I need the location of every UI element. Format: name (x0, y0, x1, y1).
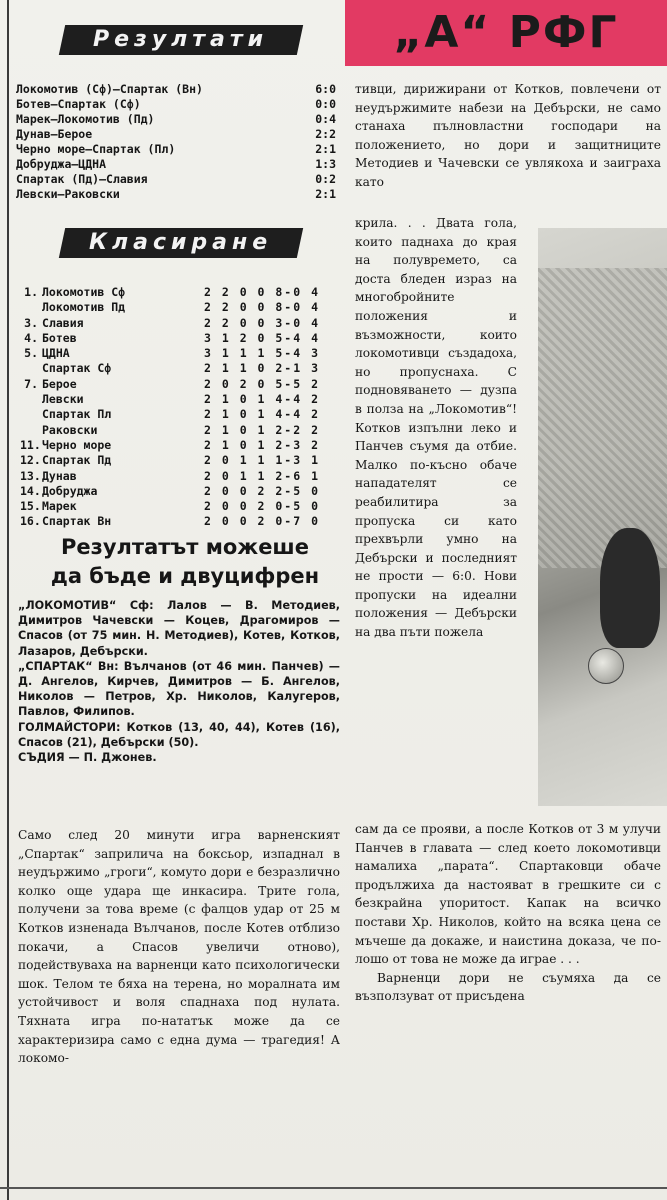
standings-stats: 2 0 1 1 1-3 1 (204, 453, 321, 468)
standings-position: 1. (24, 285, 38, 299)
standings-row (20, 484, 340, 499)
standings-team: Спартак Пд (42, 453, 112, 468)
result-row (16, 142, 336, 157)
standings-row (20, 407, 340, 422)
article-body-right-top (355, 80, 661, 192)
standings-stats: 2 1 0 1 4-4 2 (204, 392, 321, 407)
standings-row (20, 514, 340, 529)
standings-team: Раковски (42, 422, 98, 437)
standings-stats: 2 0 1 1 2-6 1 (204, 468, 321, 483)
league-banner: „А“ РФГ (345, 0, 667, 66)
article-headline (30, 533, 340, 591)
result-match: Добруджа—ЦДНА (16, 157, 107, 171)
result-match: Дунав—Берое (16, 127, 93, 141)
standings-stats: 3 1 1 1 5-4 3 (204, 346, 321, 361)
standings-row (20, 438, 340, 453)
standings-stats: 2 0 0 2 0-5 0 (204, 499, 321, 514)
body-right-text-2: крила. . . Двата гола, които паднаха до края на полувремето, са доста бледен израз на многобройните положения и възможности, които локомотивци създадоха, но пропуснаха. С подновяването — дузпа в полза на „Локомотив“! Котков изпълни леко и Панчев съумя да отбие. Малко по-късно обаче нападателят се реабилитира за пропуска си като прехвърли умно на Дебърски и последният не прости — 6:0. Нови пропуски на идеални положения — Дебърски на два пъти пожела (355, 216, 517, 640)
standings-team: Славия (42, 315, 84, 330)
standings-team: Локомотив Сф (42, 285, 126, 299)
standings-team: Спартак Вн (42, 514, 112, 529)
standings-stats: 2 1 0 1 4-4 2 (204, 407, 321, 422)
lineups-block (18, 598, 340, 765)
standings-stats: 2 2 0 0 3-0 4 (204, 315, 321, 330)
standings-position: 13. (20, 468, 41, 483)
standings-position: 7. (24, 376, 38, 391)
result-row (16, 172, 336, 187)
result-row (16, 187, 336, 202)
standings-stats: 3 1 2 0 5-4 4 (204, 330, 321, 345)
standings-stats: 2 2 0 0 8-0 4 (204, 300, 321, 315)
results-banner (59, 25, 303, 55)
standings-row (20, 331, 340, 346)
standings-row (20, 377, 340, 392)
standings-position: 5. (24, 346, 38, 361)
standings-row (20, 361, 340, 376)
result-score: 6:0 (315, 82, 336, 96)
result-row (16, 82, 336, 97)
article-body-right-narrow (355, 214, 517, 642)
scorers: ГОЛМАЙСТОРИ: Котков (13, 40, 44), Котев (16), Спасов (21), Дебърски (50). (18, 720, 340, 749)
standings-position: 3. (24, 315, 38, 330)
left-border-rule (7, 0, 9, 1200)
result-score: 1:3 (315, 157, 336, 171)
result-match: Локомотив (Сф)—Спартак (Вн) (16, 82, 203, 96)
standings-team: Левски (42, 392, 84, 407)
body-right-text-1: тивци, дирижирани от Котков, повлечени от неудържимите набези на Дебърски, не само станаха пълновластни господари на положението, но дори и защитниците Методиев и Чачевски се увлякоха и заиграха като (355, 82, 661, 189)
standings-row (20, 392, 340, 407)
standings-position: 4. (24, 330, 38, 345)
standings-stats: 2 2 0 0 8-0 4 (204, 285, 321, 299)
photo-crowd (538, 268, 667, 568)
headline-line-1: Резултатът можеше (61, 535, 309, 559)
match-photo (538, 228, 667, 806)
standings-position (20, 392, 38, 407)
results-banner-label: Резултати (93, 27, 269, 52)
standings-team: Добруджа (42, 483, 98, 498)
lineup-away: „СПАРТАК“ Вн: Вълчанов (от 46 мин. Панчев) — Д. Ангелов, Кирчев, Димитров — Б. Ангелов, Николов — Петров, Хр. Николов, Калугеров, Павлов, Филипов. (18, 659, 340, 719)
standings-position: 12. (20, 453, 41, 468)
standings-team: Спартак Сф (42, 361, 112, 376)
standings-position: 15. (20, 499, 41, 514)
result-score: 2:2 (315, 127, 336, 141)
result-match: Черно море—Спартак (Пл) (16, 142, 176, 156)
result-score: 2:1 (315, 142, 336, 156)
result-match: Спартак (Пд)—Славия (16, 172, 148, 186)
bottom-rule (0, 1187, 667, 1189)
result-score: 0:4 (315, 112, 336, 126)
body-right-text-3: сам да се прояви, а после Котков от 3 м улучи Панчев в главата — след което локомотивци намалиха „парата“. Спартаковци обаче продължиха да настояват в грешките си с безкрайна упоритост. Капак на всичко постави Хр. Николов, който на всяка цена се мъчеше да докаже, и наистина доказа, че по-лошо от това не може да играе . . . (355, 822, 661, 967)
result-match: Ботев—Спартак (Сф) (16, 97, 141, 111)
standings-team: Дунав (42, 468, 77, 483)
referee: СЪДИЯ — П. Джонев. (18, 751, 157, 765)
result-score: 0:0 (315, 97, 336, 111)
result-match: Марек—Локомотив (Пд) (16, 112, 155, 126)
standings-row (20, 453, 340, 468)
standings-position (20, 407, 38, 422)
standings-banner (59, 228, 303, 258)
standings-team: Черно море (42, 437, 112, 452)
standings-row (20, 285, 340, 300)
photo-ball (588, 648, 624, 684)
standings-position: 11. (20, 437, 41, 452)
photo-player (600, 528, 660, 648)
standings-position (20, 423, 38, 438)
standings-team: Спартак Пл (42, 407, 112, 422)
standings-team: Марек (42, 499, 77, 514)
standings-row (20, 316, 340, 331)
headline-line-2: да бъде и двуцифрен (50, 564, 320, 588)
standings-team: Берое (42, 376, 77, 391)
standings-row (20, 499, 340, 514)
standings-stats: 2 0 0 2 0-7 0 (204, 514, 321, 529)
standings-table (20, 285, 340, 530)
body-left-text: Само след 20 минути игра варненският „Спартак“ заприлича на боксьор, изпаднал в неудържимо „гроги“, комуто дори е безразлично колко още удара ще инкасира. Трите гола, получени за това време (с фалцов удар от 25 м Котков изненада Вълчанов, после Котев отблизо покачи, а Спасов увеличи отново), подействуваха на варненци като психологически шок. Телом те бяха на терена, но моралната им устойчивост и воля спаднаха под нулата. Тяхната игра по-нататък може да се характеризира само с една дума — трагедия! А локомо- (18, 828, 340, 1066)
results-list (16, 82, 336, 202)
standings-position: 16. (20, 514, 41, 529)
standings-row (20, 469, 340, 484)
result-score: 0:2 (315, 172, 336, 186)
standings-stats: 2 1 1 0 2-1 3 (204, 361, 321, 376)
standings-stats: 2 1 0 1 2-3 2 (204, 437, 321, 452)
standings-row (20, 423, 340, 438)
body-right-text-4: Варненци дори не съумяха да се възползуват от присъдена (355, 970, 661, 1004)
standings-team: Ботев (42, 330, 77, 345)
article-body-right-bottom (355, 820, 661, 1006)
standings-row (20, 300, 340, 315)
standings-stats: 2 0 0 2 2-5 0 (204, 483, 321, 498)
standings-position: 14. (20, 483, 41, 498)
result-row (16, 97, 336, 112)
lineup-home: „ЛОКОМОТИВ“ Сф: Лалов — В. Методиев, Димитров Чачевски — Коцев, Драгомиров — Спасов (от 75 мин. Н. Методиев), Котев, Котков, Лазаров, Дебърски. (18, 599, 340, 658)
standings-position (20, 361, 38, 376)
result-score: 2:1 (315, 187, 336, 201)
result-row (16, 112, 336, 127)
standings-position (20, 300, 38, 315)
result-row (16, 157, 336, 172)
result-match: Левски—Раковски (16, 187, 120, 201)
standings-banner-label: Класиране (89, 230, 273, 255)
article-body-left (18, 826, 340, 1068)
standings-row (20, 346, 340, 361)
standings-stats: 2 1 0 1 2-2 2 (204, 422, 321, 437)
standings-team: Локомотив Пд (42, 300, 126, 315)
standings-stats: 2 0 2 0 5-5 2 (204, 376, 321, 391)
result-row (16, 127, 336, 142)
standings-team: ЦДНА (42, 346, 70, 361)
